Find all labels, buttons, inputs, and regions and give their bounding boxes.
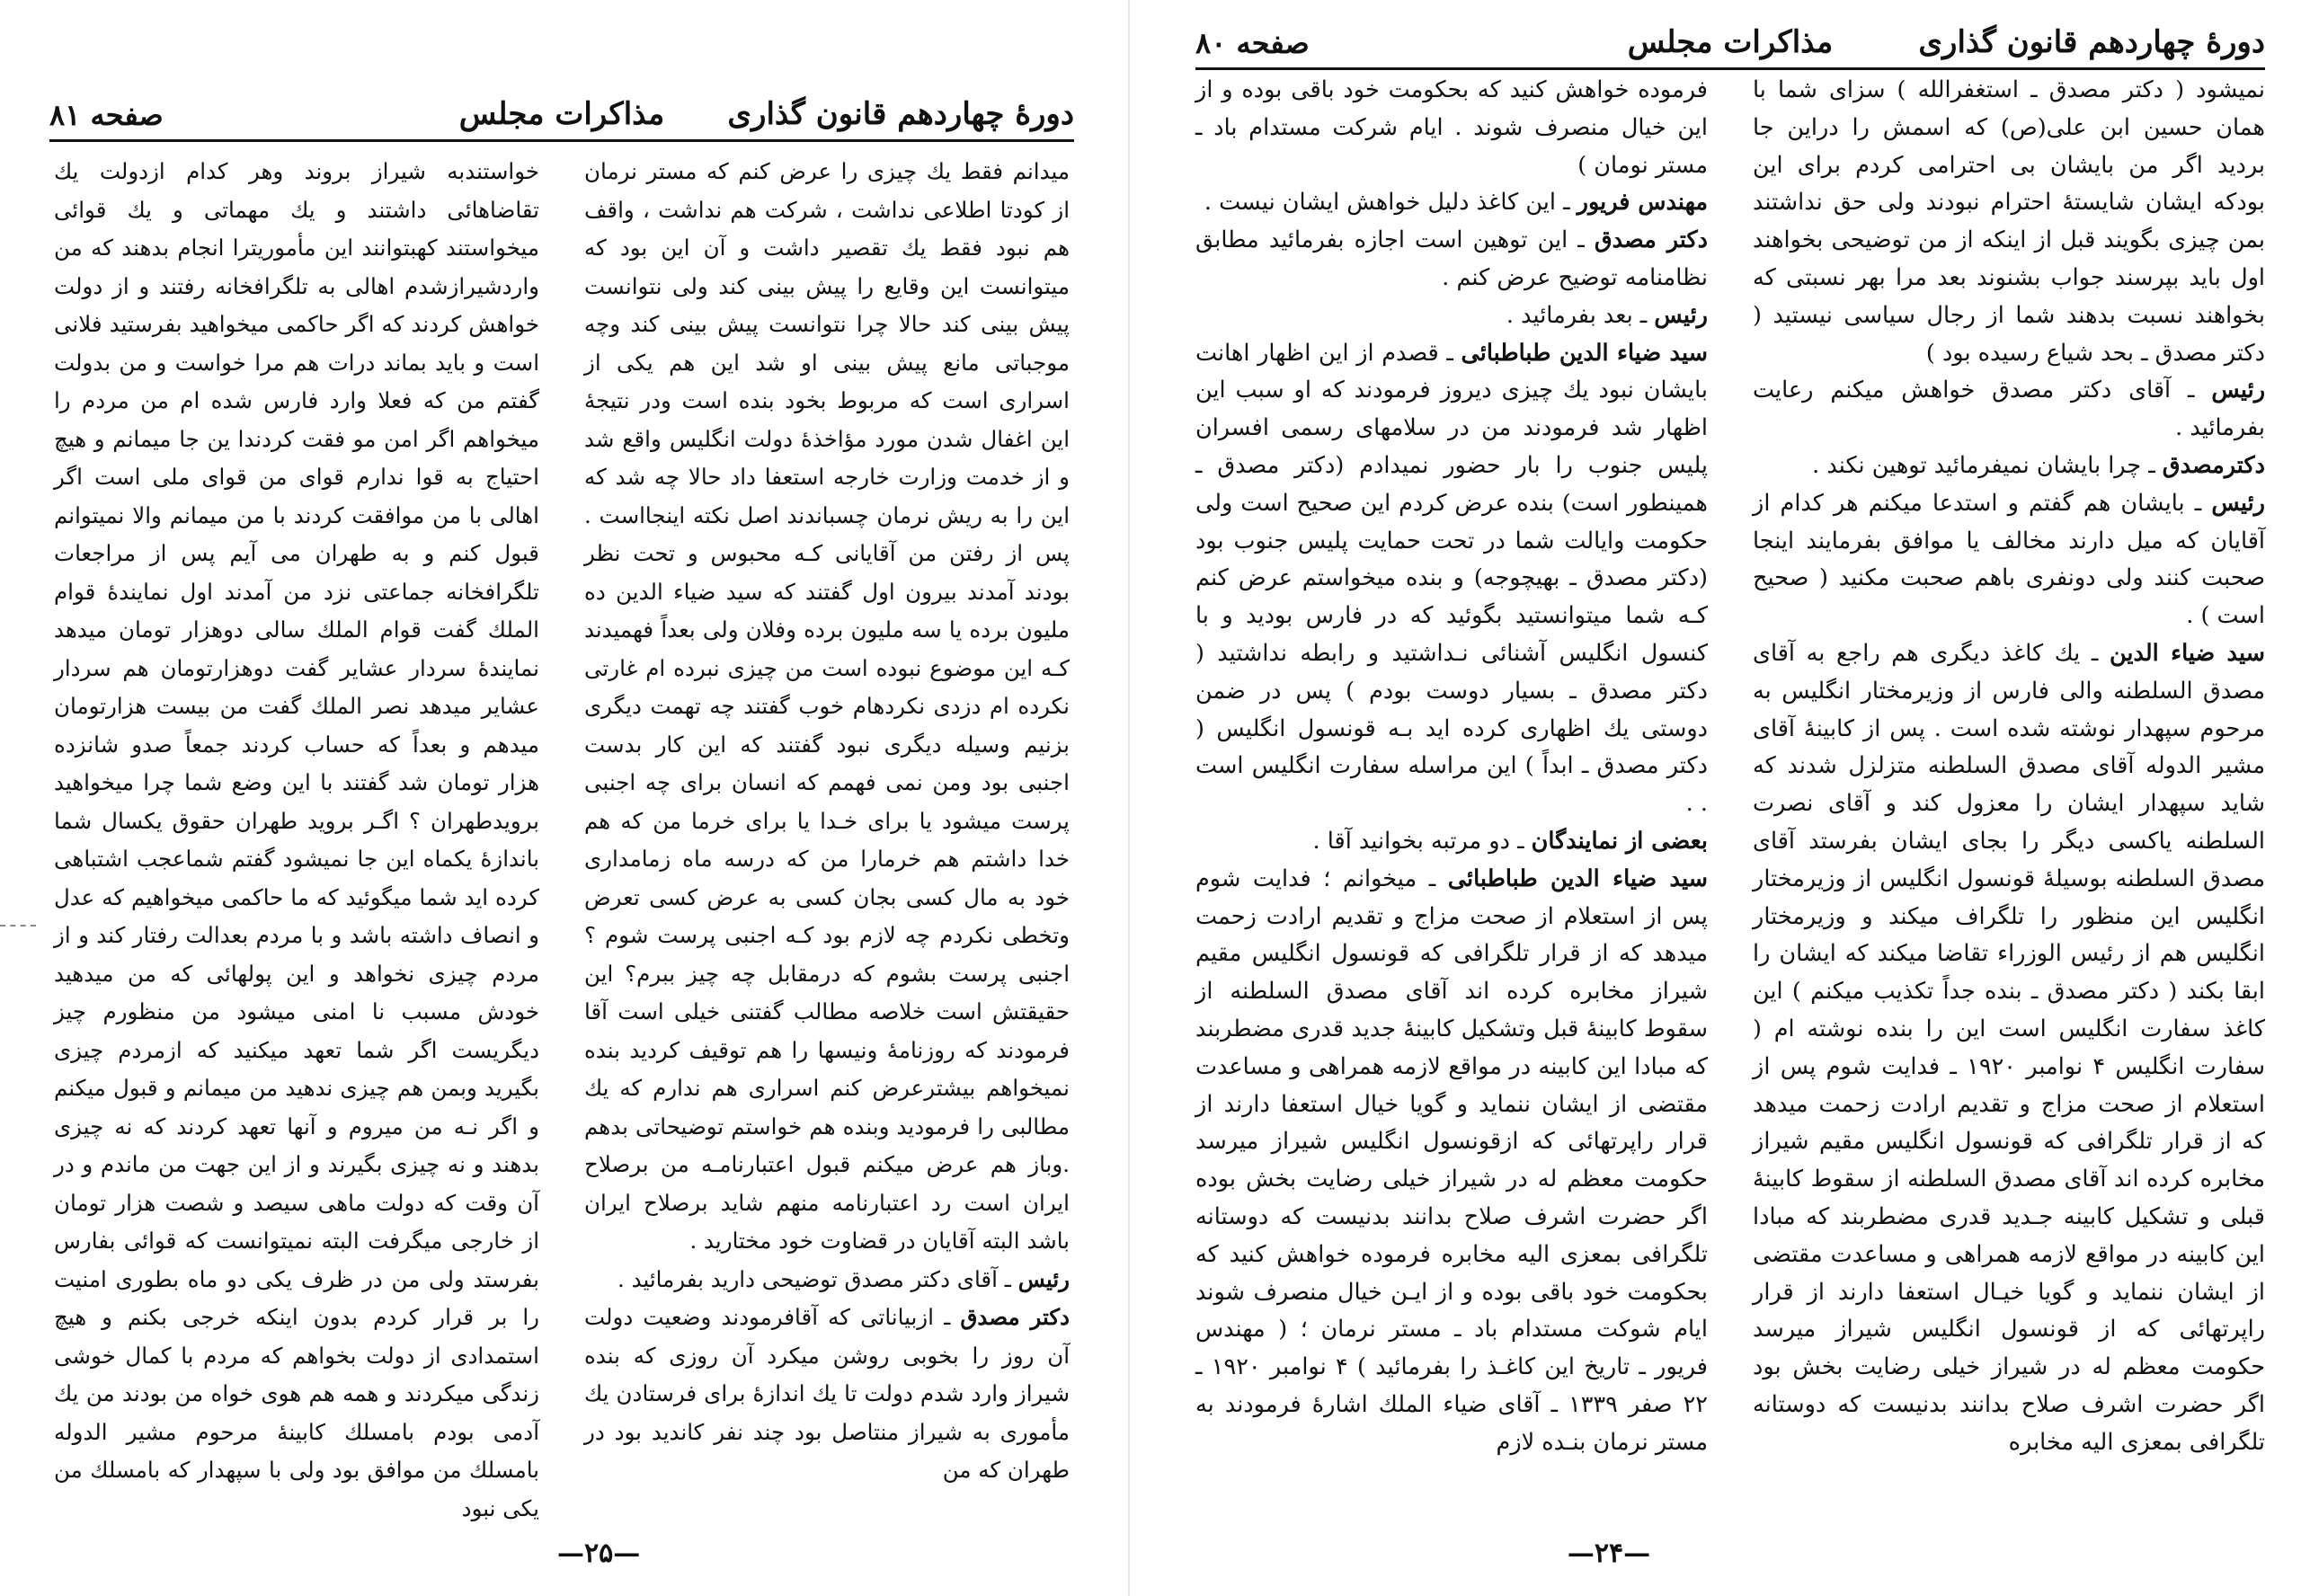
header-title: مذاکرات مجلس	[458, 96, 665, 132]
paragraph	[1195, 222, 1708, 297]
header-title: مذاکرات مجلس	[1627, 24, 1834, 60]
page-footer-number: —۲۵—	[557, 1538, 641, 1569]
scan-artifact-line	[0, 925, 36, 928]
binding-gutter	[1128, 0, 1130, 1596]
speaker-name: بعضی از نمایندگان	[1531, 827, 1708, 855]
paragraph	[584, 1261, 1070, 1299]
speaker-name: سید ضیاء الدین	[2109, 639, 2266, 667]
paragraph	[1753, 485, 2265, 635]
paragraph-text: این کاغذ دلیل خواهش ایشان نیست .	[1204, 189, 1556, 217]
speaker-name: رئیس	[1017, 1265, 1070, 1292]
paragraph	[1753, 635, 2265, 1462]
speaker-separator: ـ	[1417, 864, 1448, 892]
text-column	[584, 153, 1070, 1519]
header-page-number: صفحه ۸۰	[1195, 26, 1310, 60]
paragraph	[1195, 184, 1708, 222]
paragraph	[1195, 335, 1708, 823]
paragraph	[1195, 297, 1708, 335]
speaker-separator: ـ	[2080, 639, 2110, 667]
text-columns	[1195, 72, 2266, 1456]
speaker-separator: ـ	[2141, 451, 2163, 479]
speaker-name: سید ضیاء الدین طباطبائی	[1447, 864, 1709, 892]
speaker-name: رئیس	[2211, 377, 2266, 404]
speaker-name: سید ضیاء الدین طباطبائی	[1461, 339, 1709, 367]
paragraph	[1195, 72, 1708, 184]
paragraph-text: آقای دکتر مصدق توضیحی دارید بفرمائید .	[617, 1265, 998, 1292]
text-column	[1195, 72, 1709, 1456]
speaker-separator: ـ	[1555, 189, 1577, 217]
speaker-separator: ـ	[1568, 226, 1595, 254]
speaker-name: رئیس	[1654, 301, 1708, 329]
text-column	[1753, 72, 2266, 1456]
paragraph	[1753, 448, 2265, 485]
paragraph-text: بعد بفرمائید .	[1506, 301, 1633, 329]
paragraph	[1753, 372, 2265, 448]
paragraph-text: میخوانم ؛ فدایت شوم پس از استعلام از صحت مزاج و تقدیم ارادت زحمت میدهد که از قرار تلگرافی که قونسول انگلیس مقیم شیراز مخابره کرده اند آقای مصدق السلطنه از سقوط کابینهٔ قبل وتشکیل کابینهٔ جدید قدری مضطربند که مبادا این کابینه در مواقع لازمه همراهی و مساعدت مقتضی از ایشان ننماید و گویا خیال استعفا دارند از قرار راپرتهائی که ازقونسول انگلیس شیراز میرسد حکومت معظم له در شیراز خیلی رضایت بخش بوده اگر حضرت اشرف صلاح بدانند بدنیست که دوستانه تلگرافی بمعزی الیه مخابره فرموده خواهش کنید که بحکومت خود باقی بوده و از ایـن خیال منصرف شوند ایام شوکت مستدام باد ـ مستر نرمان ؛ ( مهندس فریور ـ تاریخ این کاغـذ را بفرمائید ) ۴ نوامبر ۱۹۲۰ ـ ۲۲ صفر ۱۳۳۹ ـ آقای ضیاء الملك اشارهٔ فرمودند به مستر نرمان بنـده لازم	[1195, 864, 1709, 1456]
paragraph-text: بایشان هم گفتم و استدعا میکنم هر کدام از آقایان که میل دارند مخالف یا موافق بفرمایند اینجا صحبت کنند ولی دونفری باهم صحبت مکنید ( صحیح است ) .	[1753, 489, 2265, 630]
paragraph	[1195, 861, 1708, 1462]
paragraph-text: چرا بایشان نمیفرمائید توهین نکند .	[1812, 451, 2142, 479]
paragraph-text: میدانم فقط یك چیزی را عرض کنم که مستر نرمان از کودتا اطلاعی نداشت ، شرکت هم نداشت ، واقف هم نبود فقط یك تقصیر داشت و آن این بود که میتوانست این وقایع را پیش بینی کند ولی نتوانست پیش بینی کند حالا چرا نتوانست پیش بینی کند وچه موجباتی مانع پیش بینی او شد این هم یکی از اسراری است که مربوط بخود بنده است ودر نتیجهٔ این اغفال شدن مورد مؤاخذهٔ دولت انگلیس واقع شد و از خدمت وزارت خارجه استعفا داد حالا چه شد که این را به ریش نرمان چسباندند اصل نکته اینجااست . پس از رفتن من آقایانی کـه محبوس و تحت نظر بودند آمدند بیرون اول گفتند که سید ضیاء الدین ده ملیون برده یا سه ملیون برده وفلان ولی بعداً فهمیدند کـه این موضوع نبوده است من چیزی نبرده ام غارتی نکرده ام دزدی نکردهام خوب گفتند چه تهمت دیگری بزنیم وسیله دیگری نبود گفتند که این کار بدست اجنبی بود ومن نمی فهمم که انسان برای چه اجنبی پرست میشود یا برای خـدا یا برای خرما من که هم خدا داشتم هم خرمارا من که درسه ماه زمامداری خود به مال کسی بجان کسی به عرض کسی تعرض وتخطی نکردم چه لازم بود کـه اجنبی پرست شوم ؟ اجنبی پرست بشوم که درمقابل چه چیز ببرم؟ این حقیقتش است خلاصه مطالب گفتنی خیلی است آقا فرمودند که روزنامهٔ ونیسها را هم توقیف کردید بنده نمیخواهم بیشترعرض کنم اسراری هم ندارم که یك مطالبی را فرمودید وبنده هم خواستم توضیحاتی بدهم .وباز هم عرض میکنم قبول اعتبارنامـه من برصلاح ایران است رد اعتبارنامه منهم شاید برصلاح ایران باشد البته آقایان در قضاوت خود مختارید .	[584, 158, 1070, 1254]
paragraph	[584, 153, 1070, 1261]
text-columns	[54, 153, 1070, 1519]
paragraph-text: این توهین است اجازه بفرمائید مطابق نظامنامه توضیح عرض کنم .	[1195, 226, 1708, 291]
speaker-name: رئیس	[2211, 489, 2265, 517]
page-header	[1195, 13, 2265, 70]
paragraph-text: نمیشود ( دکتر مصدق ـ استغفرالله ) سزای شما با همان حسین ابن علی(ص) که اسمش را دراین جا بردید اگر من بایشان بی احترامی کردم برای این بودکه ایشان شایستهٔ احترام نبودند ولی حق نداشتند بمن چیزی بگویند قبل از اینکه از من توضیحی بخواهند اول باید بپرسند جواب بشنوند بعد مرا بهر نسبتی که بخواهند نسبت بدهند شما از رجال سیاسی نیستید ( دکتر مصدق ـ بحد شیاع رسیده بود )	[1753, 76, 2265, 367]
speaker-separator: ـ	[933, 1304, 961, 1330]
paragraph-text: ازبیاناتی که آقافرمودند وضعیت دولت آن روز را بخوبی روشن میکرد آن روزی که بنده شیراز وارد شدم دولت تا یك اندازهٔ برای فرستادن یك مأموری به شیراز منتاصل بود چند نفر کاندید بود در طهران که من	[584, 1304, 1070, 1483]
header-volume: دورهٔ چهاردهم قانون گذاری	[727, 96, 1074, 132]
paragraph-text: فرموده خواهش کنید که بحکومت خود باقی بوده و از این خیال منصرف شوند . ایام شرکت مستدام باد ـ مستر نومان )	[1195, 76, 1708, 179]
header-page-number: صفحه ۸۱	[49, 98, 164, 132]
paragraph-text: آقای دکتر مصدق خواهش میکنم رعایت بفرمائید .	[1753, 377, 2265, 442]
page-header	[49, 85, 1074, 142]
speaker-separator: ـ	[997, 1265, 1018, 1292]
speaker-name: دکترمصدق	[2162, 451, 2265, 479]
paragraph	[54, 153, 539, 1528]
speaker-separator: ـ	[2184, 489, 2212, 517]
paragraph-text: قصدم از این اظهار اهانت بایشان نبود یك چیزی دیروز فرمودند که او سبب این اظهار شد فرمودند من در سلامهای رسمی افسران پلیس جنوب را بار حضور نمیدادم (دکتر مصدق ـ همینطور است) بنده عرض کردم این صحیح است ولی حکومت وایالت شما در تحت حمایت پلیس جنوب بود (دکتر مصدق ـ بهیچوجه) و بنده میخواستم عرض کنم کـه شما میتوانستید بگوئید که در فارس بودید و با کنسول انگلیس آشنائی نـداشتید و رابطه نداشتید ( دکتر مصدق ـ بسیار دوست بودم ) پس در ضمن دوستی یك اظهاری کرده اید بـه قونسول انگلیس ( دکتر مصدق ـ ابداً ) این مراسله سفارت انگلیس است . .	[1195, 339, 1708, 818]
speaker-name: مهندس فریور	[1577, 189, 1708, 217]
speaker-separator: ـ	[1632, 301, 1655, 329]
paragraph	[1753, 72, 2265, 372]
speaker-name: دکتر مصدق	[1594, 226, 1708, 254]
speaker-name: دکتر مصدق	[960, 1304, 1070, 1330]
speaker-separator: ـ	[1509, 827, 1532, 855]
text-column	[54, 153, 539, 1519]
page-80	[1168, 0, 2301, 1596]
page-81	[0, 0, 1106, 1596]
paragraph-text: دو مرتبه بخوانید آقا .	[1312, 827, 1510, 855]
speaker-separator: ـ	[2171, 377, 2212, 404]
paragraph	[1195, 823, 1708, 861]
paragraph	[584, 1299, 1070, 1490]
paragraph-text: یك کاغذ دیگری هم راجع به آقای مصدق السلطنه والی فارس از وزیرمختار انگلیس به مرحوم سپهدار نوشته شده است . پس از کابینهٔ آقای مشیر الدوله آقای مصدق السلطنه متزلزل شدند که شاید سپهدار ایشان را معزول کند و آقای نصرت السلطنه یاکسی دیگر را بجای ایشان بفرستد آقای مصدق السلطنه بوسیلهٔ قونسول انگلیس از وزیرمختار انگلیس این منظور را تلگراف میکند و وزیرمختار انگلیس هم از رئیس الوزراء تقاضا میکند که ایشان را ابقا بکند ( دکتر مصدق ـ بنده جداً تکذیب میکنم ) این کاغذ سفارت انگلیس است این را بنده نوشته ام ( سفارت انگلیس ۴ نوامبر ۱۹۲۰ ـ فدایت شوم پس از استعلام از صحت مزاج و تقدیم ارادت زحمت میدهد که از قرار تلگرافی که قونسول انگلیس مقیم شیراز مخابره کرده اند آقای مصدق السلطنه از سقوط کابینهٔ قبلی و تشکیل کابینه جـدید قدری مضطربند که مبادا این کابینه در مواقع لازمه همراهی و مساعدت مقتضی از ایشان ننماید و گویا خیـال استعفا دارند از قرار راپرتهائی که از قونسول انگلیس شیراز میرسد حکومت معظم له در شیراز خیلی رضایت بخش بود اگر حضرت اشرف صلاح بدانند بدنیست که دوستانه تلگرافی بمعزی الیه مخابره	[1753, 639, 2265, 1456]
paragraph-text: خواستندبه شیراز بروند وهر کدام ازدولت یك تقاضاهائی داشتند و یك مهماتی و یك قوائی میخواستند کهبتوانند این مأموریترا انجام بدهند که من واردشیرازشدم اهالی به تلگرافخانه رفتند و از دولت خواهش کردند که اگر حاکمی میخواهید بفرستید فلانی است و باید بماند درات هم مرا خواست و من بدولت گفتم من که فعلا وارد فارس شده ام من مردم را میخواهم اگر امن مو فقت کردندا ین جا میمانم و هیچ احتیاج به قوا ندارم قوای من قوای ملی است اگر اهالی با من موافقت کردند با من میمانم والا نمیتوانم قبول کنم و به طهران می آیم پس از مراجعات تلگرافخانه جماعتی نزد من آمدند اول نمایندهٔ قوام الملك گفت قوام الملك سالی دوهزار تومان میدهد نمایندهٔ سردار عشایر گفت دوهزارتومان هم سردار عشایر میدهد نصر الملك گفت من بیست هزارتومان میدهم و بعداً که حساب کردند جمعاً صدو شانزده هزار تومان شد گفتند با این وضع شما چرا میخواهید برویدطهران ؟ اگـر بروید طهران حقوق یکسال شما باندازهٔ یکماه این جا نمیشود گفتم شماعجب اشتباهی کرده اید شما میگوئید که ما حاکمی میخواهیم که عدل و انصاف داشته باشد و با مردم بعدالت رفتار کند و از مردم چیزی نخواهد و این پولهائی که من میدهید خودش مسبب نا امنی میشود من منظورم چیز دیگریست اگر شما تعهد میکنید که ازمردم چیزی بگیرید وبمن هم چیزی ندهید من میمانم و قبول میکنم و اگر نـه من میروم و آنها تعهد کردند که نه چیزی بدهند و نه چیزی بگیرند و از این جهت من ماندم و در آن وقت که دولت ماهی سیصد و شصت هزار تومان از خارجی میگرفت البته نمیتوانست که قوائی بفارس بفرستد ولی من در ظرف یکی دو ماه بطوری امنیت را بر قرار کردم بدون اینکه خرجی بکنم و هیچ استمدادی از دولت بخواهم که مردم با کمال خوشی زندگی میکردند و همه هم هوی خواه من بودند من یك آدمی بودم بامسلك کابینهٔ مرحوم مشیر الدوله بامسلك من موافق بود ولی با سپهدار که بامسلك من یکی نبود	[54, 158, 539, 1521]
page-footer-number: —۲۴—	[1567, 1538, 1651, 1569]
header-volume: دورهٔ چهاردهم قانون گذاری	[1918, 24, 2265, 60]
speaker-separator: ـ	[1438, 339, 1461, 367]
